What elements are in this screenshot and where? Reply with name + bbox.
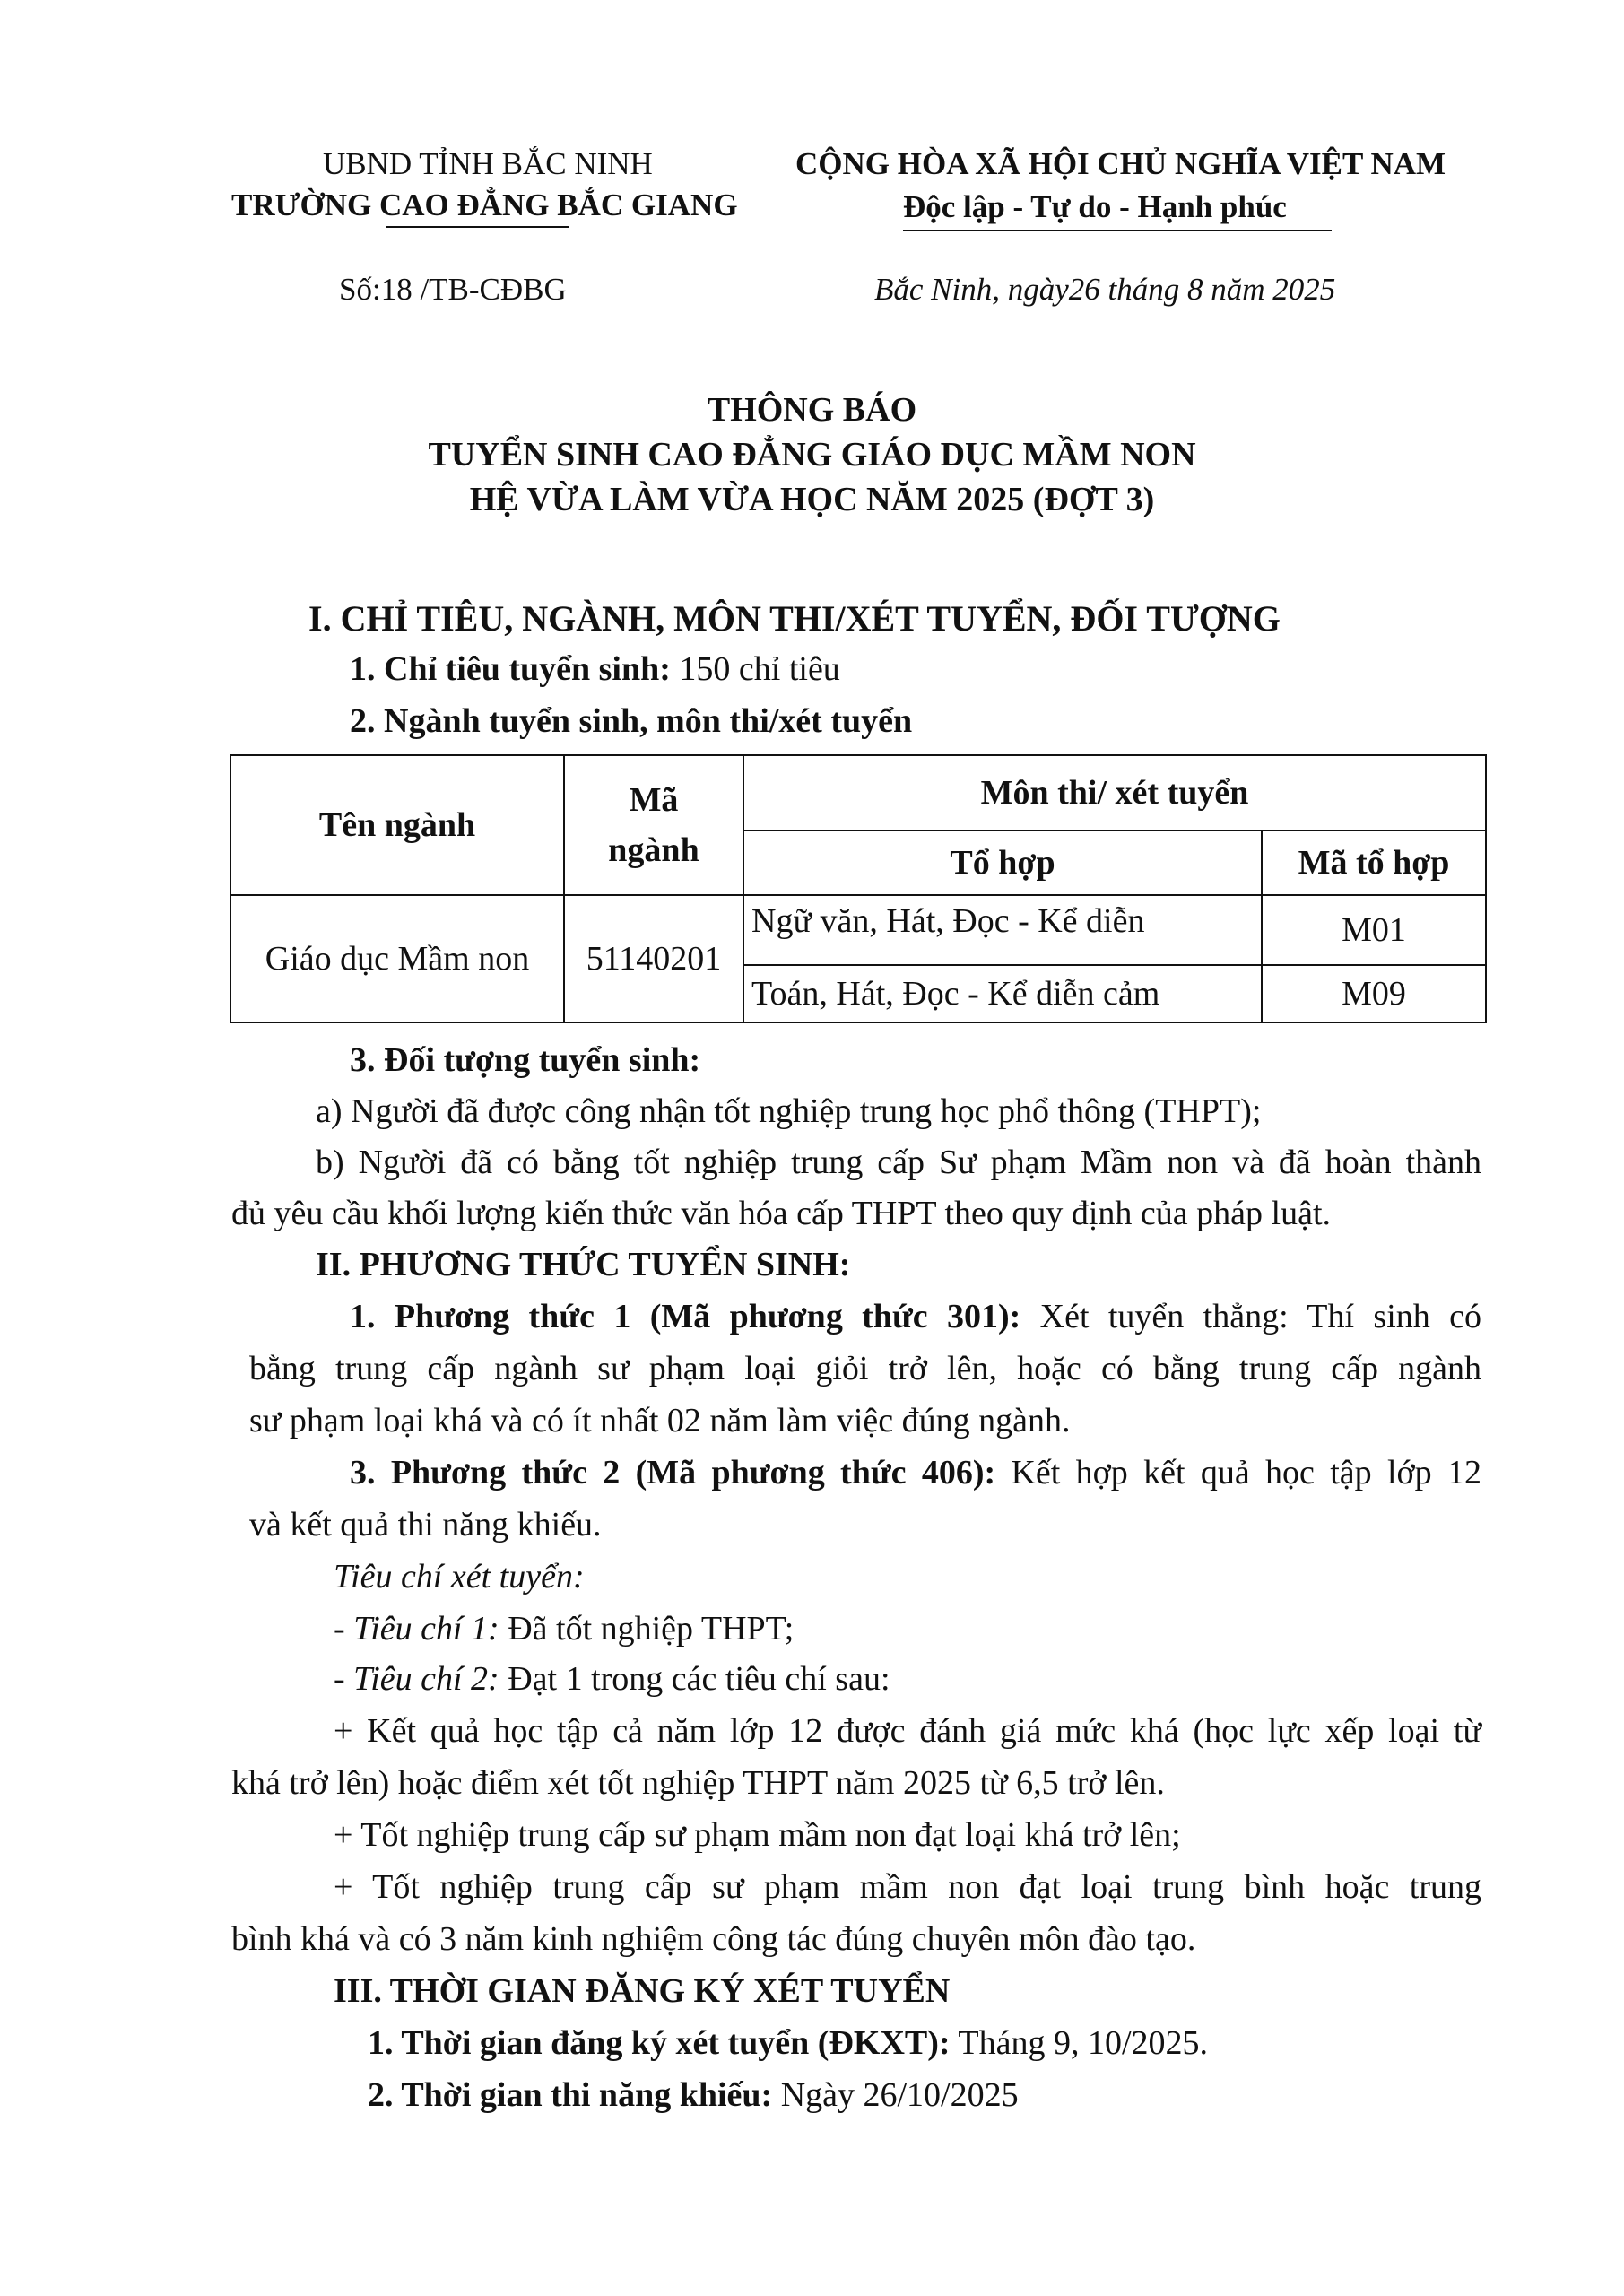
- option-3-line-2: bình khá và có 3 năm kinh nghiệm công tác đúng chuyên môn đào tạo.: [231, 1920, 1196, 1958]
- header-subjects: Môn thi/ xét tuyển: [743, 755, 1486, 831]
- school-name: TRƯỜNG CAO ĐẲNG BẮC GIANG: [231, 187, 738, 222]
- header-major-name: Tên ngành: [230, 755, 564, 895]
- combination-1-code-cell: M01: [1262, 895, 1486, 965]
- major-name-cell: Giáo dục Mầm non: [230, 895, 564, 1022]
- criterion-2: [334, 1657, 890, 1700]
- authority-name: UBND TỈNH BẮC NINH: [323, 146, 653, 181]
- section-1-heading: I. CHỈ TIÊU, NGÀNH, MÔN THI/XÉT TUYỂN, ĐỐI TƯỢNG: [308, 598, 1281, 639]
- exam-time: [368, 2074, 1019, 2117]
- quota-label: 1. Chỉ tiêu tuyển sinh:: [350, 650, 671, 688]
- method-1-label: 1. Phương thức 1 (Mã phương thức 301):: [350, 1298, 1021, 1335]
- criterion-1-label: - Tiêu chí 1:: [334, 1610, 499, 1648]
- exam-time-label: 2. Thời gian thi năng khiếu:: [368, 2076, 773, 2114]
- quota-value: 150 chỉ tiêu: [670, 650, 840, 688]
- school-name-underline: [386, 226, 569, 228]
- country-name: CỘNG HÒA XÃ HỘI CHỦ NGHĨA VIỆT NAM: [795, 146, 1446, 181]
- section-2-heading: II. PHƯƠNG THỨC TUYỂN SINH:: [316, 1246, 851, 1283]
- document-number: Số:18 /TB-CĐBG: [339, 272, 567, 307]
- motto-underline: [903, 230, 1332, 231]
- criterion-1-text: Đã tốt nghiệp THPT;: [499, 1610, 795, 1648]
- criteria-heading: Tiêu chí xét tuyển:: [334, 1558, 585, 1596]
- method-2-text: Kết hợp kết quả học tập lớp 12: [995, 1454, 1481, 1492]
- option-2: + Tốt nghiệp trung cấp sư phạm mầm non đạt loại khá trở lên;: [334, 1816, 1181, 1854]
- section-3-heading: III. THỜI GIAN ĐĂNG KÝ XÉT TUYỂN: [334, 1972, 951, 2010]
- combination-1-cell: Ngữ văn, Hát, Đọc - Kể diễn: [743, 895, 1262, 965]
- method-1-line-1: [350, 1295, 1481, 1338]
- criterion-1: [334, 1607, 794, 1650]
- registration-time-value: Tháng 9, 10/2025.: [950, 2024, 1208, 2062]
- title-line-1: THÔNG BÁO: [707, 391, 917, 429]
- method-1-line-3: sư phạm loại khá và có ít nhất 02 năm làm việc đúng ngành.: [249, 1402, 1071, 1439]
- criterion-2-text: Đạt 1 trong các tiêu chí sau:: [499, 1660, 890, 1698]
- method-1-text: Xét tuyển thẳng: Thí sinh có: [1020, 1298, 1481, 1335]
- eligibility-a: a) Người đã được công nhận tốt nghiệp trung học phổ thông (THPT);: [316, 1092, 1262, 1130]
- motto: Độc lập - Tự do - Hạnh phúc: [903, 189, 1287, 224]
- eligibility-b-line-1: b) Người đã có bằng tốt nghiệp trung cấp Sư phạm Mầm non và đã hoàn thành: [316, 1144, 1481, 1181]
- exam-time-value: Ngày 26/10/2025: [772, 2076, 1019, 2114]
- criterion-2-label: - Tiêu chí 2:: [334, 1660, 499, 1698]
- method-2-line-2: và kết quả thi năng khiếu.: [249, 1506, 602, 1544]
- title-line-3: HỆ VỪA LÀM VỪA HỌC NĂM 2025 (ĐỢT 3): [469, 481, 1155, 518]
- method-1-line-2: bằng trung cấp ngành sư phạm loại giỏi trở lên, hoặc có bằng trung cấp ngành: [249, 1350, 1481, 1387]
- registration-time: [368, 2022, 1208, 2065]
- header-major-code: Mã ngành: [564, 755, 743, 895]
- option-1-line-1: + Kết quả học tập cả năm lớp 12 được đánh giá mức khá (học lực xếp loại từ: [334, 1712, 1481, 1750]
- document-date: Bắc Ninh, ngày26 tháng 8 năm 2025: [874, 272, 1336, 307]
- registration-time-label: 1. Thời gian đăng ký xét tuyển (ĐKXT):: [368, 2024, 951, 2062]
- method-2-label: 3. Phương thức 2 (Mã phương thức 406):: [350, 1454, 996, 1492]
- major-code-cell: 51140201: [564, 895, 743, 1022]
- method-2-line-1: [350, 1451, 1481, 1494]
- combination-2-code-cell: M09: [1262, 965, 1486, 1022]
- title-line-2: TUYỂN SINH CAO ĐẲNG GIÁO DỤC MẦM NON: [428, 436, 1196, 474]
- option-1-line-2: khá trở lên) hoặc điểm xét tốt nghiệp THPT năm 2025 từ 6,5 trở lên.: [231, 1764, 1165, 1802]
- quota-line: [350, 648, 840, 691]
- header-combination: Tổ hợp: [743, 831, 1262, 895]
- combination-2-cell: Toán, Hát, Đọc - Kể diễn cảm: [743, 965, 1262, 1022]
- eligibility-heading: 3. Đối tượng tuyển sinh:: [350, 1041, 701, 1079]
- header-combination-code: Mã tổ hợp: [1262, 831, 1486, 895]
- eligibility-b-line-2: đủ yêu cầu khối lượng kiến thức văn hóa cấp THPT theo quy định của pháp luật.: [231, 1195, 1332, 1232]
- majors-table: [230, 754, 1487, 1023]
- option-3-line-1: + Tốt nghiệp trung cấp sư phạm mầm non đạt loại trung bình hoặc trung: [334, 1868, 1481, 1906]
- majors-heading: 2. Ngành tuyển sinh, môn thi/xét tuyển: [350, 702, 913, 740]
